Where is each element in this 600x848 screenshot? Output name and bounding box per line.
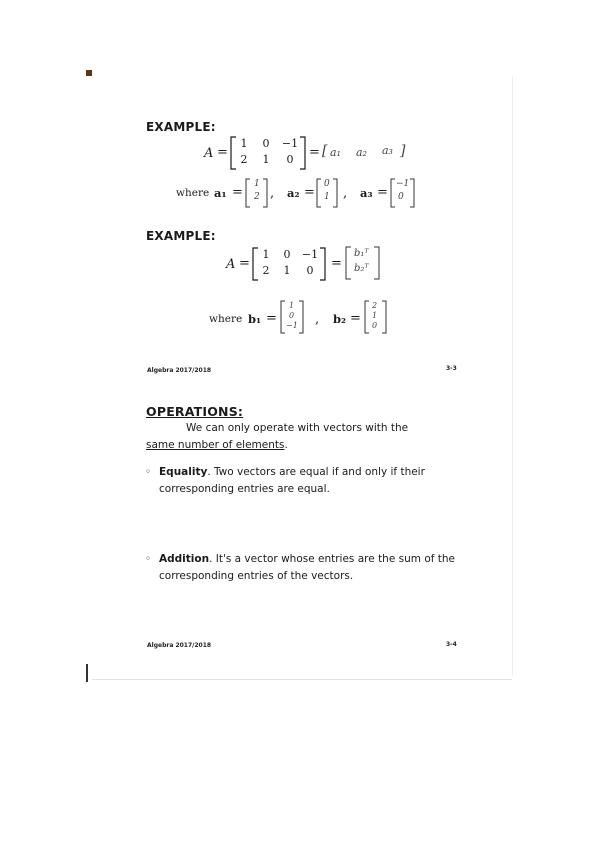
matrix-cell: 2 (262, 264, 270, 277)
page-edge-right (512, 76, 513, 676)
matrix-cell: 1 (240, 137, 248, 150)
intro-line-2 (146, 437, 288, 454)
handwritten-bracket-open: [ (322, 143, 328, 159)
bullet-addition-title: Addition (159, 553, 210, 565)
right-bracket-icon (298, 300, 304, 334)
right-bracket-icon (409, 178, 415, 208)
equals-sign: = (304, 185, 315, 200)
matrix-cell: 1 (262, 153, 270, 166)
vector-a3-name: a₃ (360, 186, 373, 200)
matrix-cell: 2 (240, 153, 248, 166)
where-label: where (209, 313, 243, 325)
vector-a3-entry: 0 (398, 192, 404, 202)
matrix-cell: 0 (262, 137, 270, 150)
handwritten-column-a3: a₃ (382, 144, 393, 157)
separator-comma: , (270, 186, 275, 201)
vector-a1-entry: 2 (254, 192, 260, 202)
vector-b1-entry: 0 (289, 311, 295, 320)
separator-comma: , (315, 312, 320, 327)
vector-b2-entry: 0 (372, 321, 378, 330)
right-bracket-icon (299, 136, 307, 170)
equals-sign: = (232, 185, 243, 200)
handwritten-bracket-close: ] (400, 143, 406, 159)
left-bracket-icon (245, 178, 251, 208)
footer-course: Algebra 2017/2018 (147, 367, 212, 374)
vector-a1-name: a₁ (214, 186, 227, 200)
where-label: where (176, 187, 210, 199)
vector-b2-name: b₂ (333, 312, 347, 326)
footer-page-number: 3-3 (446, 365, 457, 372)
vector-a2-entry: 0 (324, 179, 330, 189)
right-bracket-icon (373, 246, 380, 280)
equals-sign: = (217, 145, 228, 160)
bullet-equality-text: . Two vectors are equal if and only if their (207, 466, 425, 478)
bullet-equality-line-2: corresponding entries are equal. (159, 483, 330, 495)
left-bracket-icon (364, 300, 370, 334)
equals-sign: = (331, 256, 342, 271)
handwritten-row-b1T: b₁ᵀ (354, 248, 369, 259)
bullet-marker: ◦ (145, 466, 152, 478)
scan-mark-top (86, 70, 92, 76)
vector-a2-name: a₂ (287, 186, 300, 200)
vector-a3-entry: −1 (396, 179, 410, 189)
equals-sign: = (266, 311, 277, 326)
intro-underlined-phrase: same number of elements (146, 439, 285, 451)
matrix-A-label: A (204, 146, 214, 161)
footer-page-number: 3-4 (446, 641, 457, 648)
bullet-marker: ◦ (145, 553, 152, 565)
equals-sign: = (377, 185, 388, 200)
matrix-cell: −1 (281, 137, 299, 150)
bullet-addition-line-1 (159, 551, 455, 568)
handwritten-column-a1: a₁ (330, 146, 341, 159)
scan-mark-left (86, 664, 88, 682)
vector-a2-entry: 1 (324, 192, 330, 202)
left-bracket-icon (229, 136, 237, 170)
handwritten-column-a2: a₂ (356, 146, 367, 159)
left-bracket-icon (345, 246, 352, 280)
vector-b1-name: b₁ (248, 312, 262, 326)
left-bracket-icon (316, 178, 322, 208)
equals-sign: = (350, 311, 361, 326)
right-bracket-icon (319, 247, 327, 281)
intro-period: . (284, 439, 288, 451)
separator-comma: , (343, 186, 348, 201)
example-heading-2: EXAMPLE: (146, 229, 216, 243)
left-bracket-icon (251, 247, 259, 281)
matrix-cell: 1 (262, 248, 270, 261)
vector-b1-entry: 1 (289, 301, 295, 310)
equals-sign: = (309, 145, 320, 160)
page-edge-bottom (92, 679, 512, 680)
right-bracket-icon (381, 300, 387, 334)
matrix-cell: 0 (283, 248, 291, 261)
vector-b2-entry: 1 (372, 311, 378, 320)
handwritten-row-b2T: b₂ᵀ (354, 263, 369, 274)
right-bracket-icon (262, 178, 268, 208)
matrix-A-label: A (226, 257, 236, 272)
bullet-addition-line-2: corresponding entries of the vectors. (159, 570, 354, 582)
example-heading-1: EXAMPLE: (146, 120, 216, 134)
vector-a1-entry: 1 (254, 179, 260, 189)
vector-b2-entry: 2 (372, 301, 378, 310)
operations-heading: OPERATIONS: (146, 404, 244, 419)
matrix-cell: 1 (283, 264, 291, 277)
footer-course: Algebra 2017/2018 (147, 642, 212, 649)
vector-b1-entry: −1 (286, 321, 298, 330)
matrix-cell: 0 (286, 153, 294, 166)
bullet-equality-title: Equality (159, 466, 208, 478)
intro-line-1: We can only operate with vectors with the (186, 422, 409, 434)
matrix-cell: 0 (306, 264, 314, 277)
bullet-equality-line-1 (159, 464, 425, 481)
bullet-addition-text: . It's a vector whose entries are the sum of the (209, 553, 456, 565)
right-bracket-icon (332, 178, 338, 208)
matrix-cell: −1 (301, 248, 319, 261)
equals-sign: = (239, 256, 250, 271)
